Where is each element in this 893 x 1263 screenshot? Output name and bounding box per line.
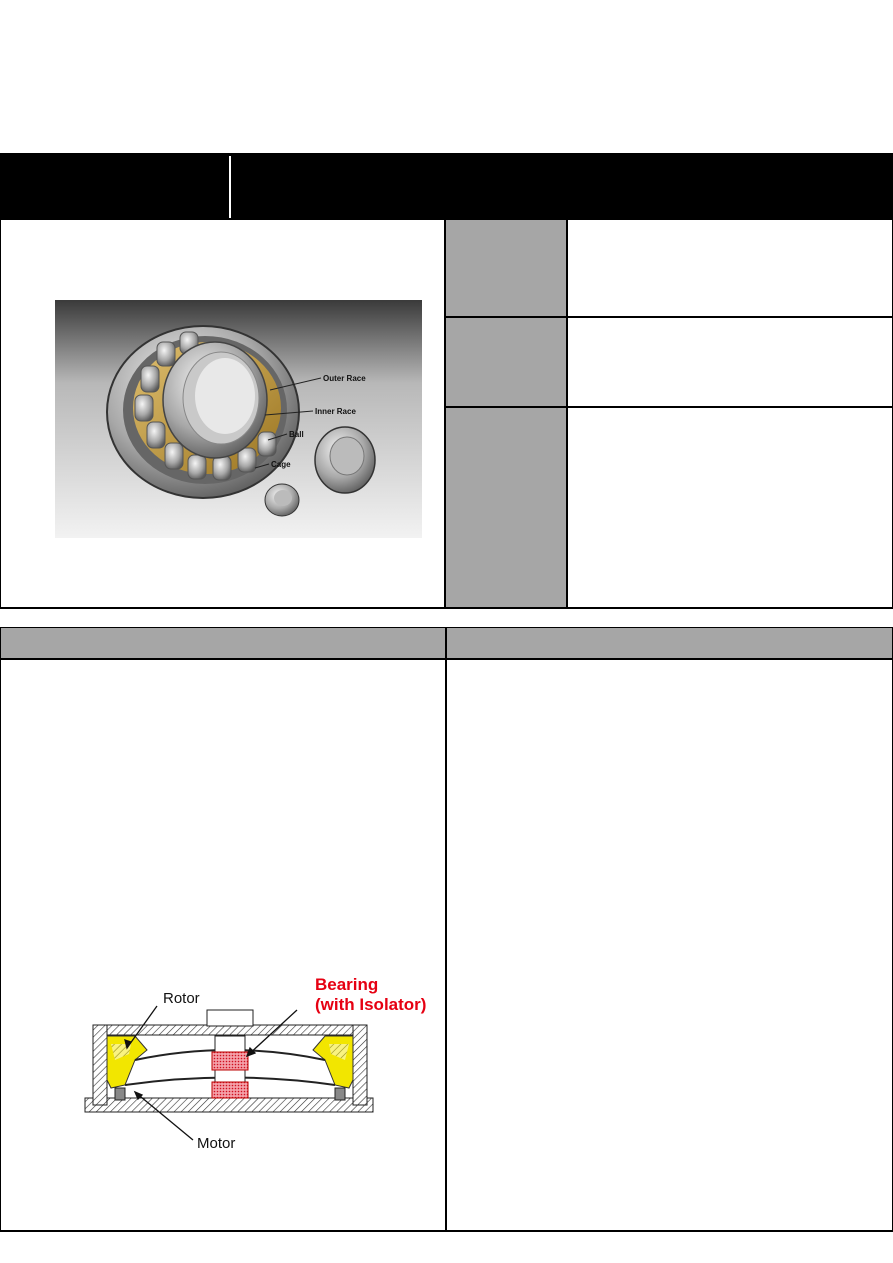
label-inner-race: Inner Race xyxy=(315,407,356,416)
label-outer-race: Outer Race xyxy=(323,374,366,383)
column-divider xyxy=(444,220,446,609)
label-cell-2 xyxy=(446,318,566,406)
cross-section-diagram xyxy=(75,970,445,1160)
label-ball: Ball xyxy=(289,430,304,439)
label-motor: Motor xyxy=(197,1135,236,1152)
header-bar xyxy=(0,153,893,220)
header-divider xyxy=(229,156,231,218)
column-divider xyxy=(566,220,568,609)
bearing-photo xyxy=(55,300,422,538)
label-rotor: Rotor xyxy=(163,990,200,1007)
wheel-cross-section xyxy=(75,970,445,1160)
label-cell-3 xyxy=(446,408,566,607)
label-with-isolator: (with Isolator) xyxy=(315,995,427,1014)
label-cage: Cage xyxy=(271,460,291,469)
bearing-illustration xyxy=(55,300,422,538)
row-divider xyxy=(446,406,893,408)
label-bearing: Bearing xyxy=(315,975,379,994)
label-cell-1 xyxy=(446,220,566,316)
column-divider xyxy=(445,627,447,1232)
row-divider xyxy=(446,316,893,318)
